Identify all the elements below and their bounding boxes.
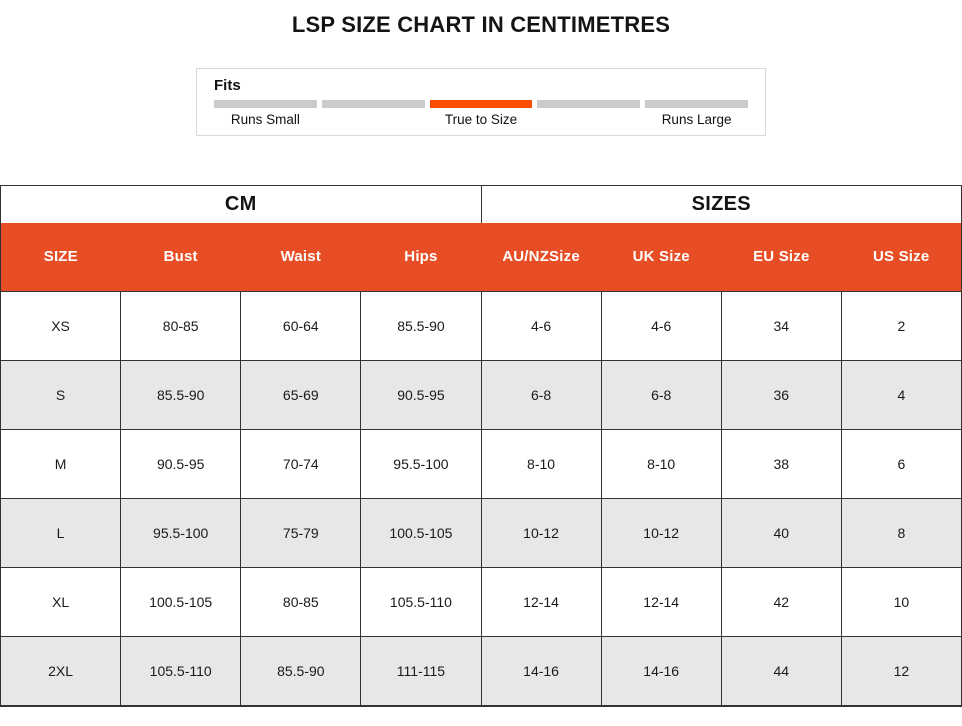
hips-cell: 90.5-95: [361, 361, 481, 430]
bust-cell: 105.5-110: [121, 637, 241, 706]
fit-label-true-to-size: True to Size: [444, 112, 518, 127]
us-cell: 10: [841, 568, 961, 637]
column-header-hips: Hips: [361, 223, 481, 292]
eu-cell: 34: [721, 292, 841, 361]
fit-segment-5: [645, 100, 748, 108]
aunz-cell: 12-14: [481, 568, 601, 637]
fit-scale-bar: [214, 100, 748, 108]
eu-cell: 36: [721, 361, 841, 430]
page-title: LSP SIZE CHART IN CENTIMETRES: [291, 12, 671, 37]
table-row-xl: [1, 568, 962, 637]
us-cell: 12: [841, 637, 961, 706]
table-row-xs: [1, 292, 962, 361]
eu-cell: 40: [721, 499, 841, 568]
aunz-cell: 10-12: [481, 499, 601, 568]
column-header-row: [1, 223, 962, 292]
size-cell: L: [1, 499, 121, 568]
size-cell: 2XL: [1, 637, 121, 706]
group-header-row: [1, 186, 962, 223]
us-cell: 8: [841, 499, 961, 568]
size-chart-table: [0, 185, 962, 707]
us-cell: 4: [841, 361, 961, 430]
hips-cell: 100.5-105: [361, 499, 481, 568]
column-header-eu-size: EU Size: [721, 223, 841, 292]
bust-cell: 90.5-95: [121, 430, 241, 499]
hips-cell: 111-115: [361, 637, 481, 706]
hips-cell: 95.5-100: [361, 430, 481, 499]
column-header-bust: Bust: [121, 223, 241, 292]
hips-cell: 85.5-90: [361, 292, 481, 361]
fit-label-runs-large: Runs Large: [661, 112, 732, 127]
us-cell: 2: [841, 292, 961, 361]
bust-cell: 80-85: [121, 292, 241, 361]
table-row-2xl: [1, 637, 962, 706]
bust-cell: 100.5-105: [121, 568, 241, 637]
uk-cell: 12-14: [601, 568, 721, 637]
eu-cell: 42: [721, 568, 841, 637]
group-header-cm: CM: [1, 186, 482, 223]
fit-scale-labels: [214, 112, 748, 128]
uk-cell: 14-16: [601, 637, 721, 706]
fits-label: Fits: [214, 77, 241, 94]
table-row-l: [1, 499, 962, 568]
column-header-size: SIZE: [1, 223, 121, 292]
size-cell: XL: [1, 568, 121, 637]
uk-cell: 6-8: [601, 361, 721, 430]
waist-cell: 75-79: [241, 499, 361, 568]
bust-cell: 85.5-90: [121, 361, 241, 430]
fit-segment-3-selected: [430, 100, 533, 108]
waist-cell: 85.5-90: [241, 637, 361, 706]
waist-cell: 80-85: [241, 568, 361, 637]
aunz-cell: 4-6: [481, 292, 601, 361]
eu-cell: 44: [721, 637, 841, 706]
waist-cell: 65-69: [241, 361, 361, 430]
uk-cell: 8-10: [601, 430, 721, 499]
fit-segment-1: [214, 100, 317, 108]
hips-cell: 105.5-110: [361, 568, 481, 637]
fit-label-runs-small: Runs Small: [230, 112, 300, 127]
group-header-sizes: SIZES: [481, 186, 962, 223]
size-cell: M: [1, 430, 121, 499]
aunz-cell: 6-8: [481, 361, 601, 430]
column-header-uk-size: UK Size: [601, 223, 721, 292]
column-header-aunz-size: AU/NZSize: [481, 223, 601, 292]
waist-cell: 60-64: [241, 292, 361, 361]
size-cell: XS: [1, 292, 121, 361]
fit-segment-4: [537, 100, 640, 108]
uk-cell: 4-6: [601, 292, 721, 361]
column-header-us-size: US Size: [841, 223, 961, 292]
table-row-m: [1, 430, 962, 499]
bust-cell: 95.5-100: [121, 499, 241, 568]
uk-cell: 10-12: [601, 499, 721, 568]
fit-segment-2: [322, 100, 425, 108]
aunz-cell: 14-16: [481, 637, 601, 706]
aunz-cell: 8-10: [481, 430, 601, 499]
eu-cell: 38: [721, 430, 841, 499]
table-row-s: [1, 361, 962, 430]
column-header-waist: Waist: [241, 223, 361, 292]
us-cell: 6: [841, 430, 961, 499]
size-cell: S: [1, 361, 121, 430]
waist-cell: 70-74: [241, 430, 361, 499]
fits-panel: [196, 68, 766, 136]
